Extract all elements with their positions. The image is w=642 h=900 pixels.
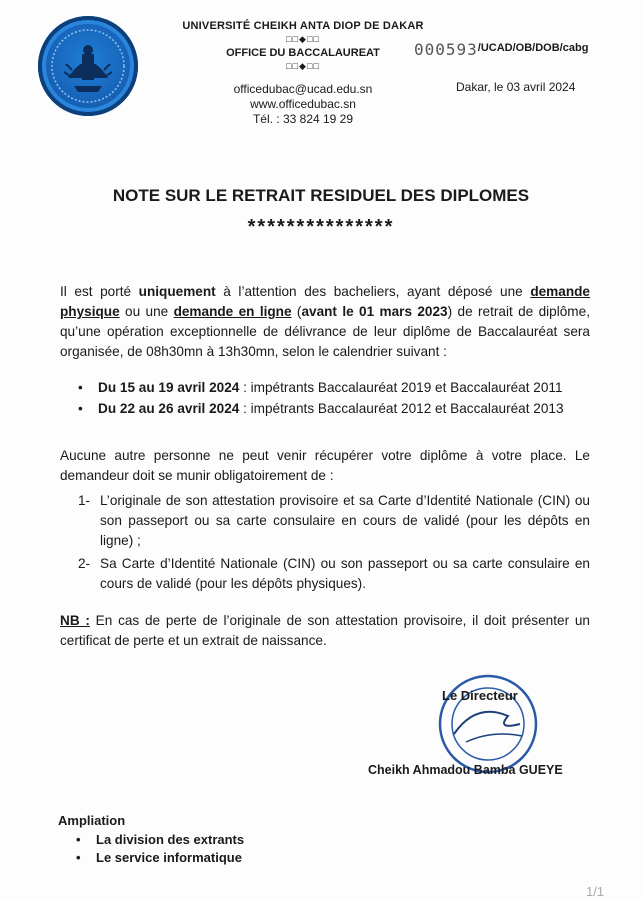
text-span: ou une (119, 304, 174, 319)
text-span: Il est porté (60, 284, 139, 299)
requirement-text: Sa Carte d’Identité Nationale (CIN) ou son passeport ou sa carte consulaire en cours de validé (pour les dépôts physiques). (100, 556, 590, 591)
schedule-text: : impétrants Baccalauréat 2012 et Baccalauréat 2013 (239, 401, 564, 416)
text-span: ) de retrait de diplôme, qu’une opération exceptionnelle de délivrance de leur diplôme de Baccalauréat sera organisée, de 08h30mn à 13h30mn, selon le calendrier suivant : (60, 304, 590, 359)
nb-paragraph (60, 611, 590, 651)
ampliation-item: • La division des extrants (74, 831, 244, 849)
schedule-dates: Du 15 au 19 avril 2024 (98, 380, 240, 395)
emphasis-demande-physique: demande physique (60, 284, 590, 319)
university-seal-logo (38, 16, 138, 116)
emphasis-uniquement: uniquement (138, 284, 216, 299)
requirement-item (78, 491, 590, 551)
nb-label: NB : (60, 613, 90, 628)
title-separator: *************** (247, 216, 395, 238)
ampliation-label: Ampliation (58, 813, 126, 828)
emphasis-demande-en-ligne: demande en ligne (173, 304, 292, 319)
emphasis-deadline: avant le 01 mars 2023 (301, 304, 448, 319)
text-span: ( (291, 304, 302, 319)
ampliation-item: • Le service informatique (74, 849, 244, 867)
ampliation-list (74, 831, 244, 867)
reference-number (414, 36, 589, 59)
requirement-text: L’originale de son attestation provisoire et sa Carte d’Identité Nationale (CIN) ou son passeport ou sa carte consulaire en cours de validé (pour les dépôts en ligne) ; (100, 493, 590, 548)
schedule-item (76, 377, 616, 398)
ref-suffix: /UCAD/OB/DOB/cabg (477, 42, 589, 54)
requirements-intro: Aucune autre personne ne peut venir récupérer votre diplôme à votre place. Le demandeur doit se munir obligatoirement de : (60, 448, 590, 483)
contact-email: officedubac@ucad.edu.sn (233, 82, 373, 96)
requirement-number: 2- (78, 556, 91, 571)
university-name: UNIVERSITÉ CHEIKH ANTA DIOP DE DAKAR (182, 20, 424, 32)
document-title: NOTE SUR LE RETRAIT RESIDUEL DES DIPLOMES (112, 186, 530, 205)
schedule-dates: Du 22 au 26 avril 2024 (98, 401, 240, 416)
requirement-number: 1- (78, 493, 91, 508)
nb-text: En cas de perte de l’originale de son attestation provisoire, il doit présenter un certificat de perte et un extrait de naissance. (60, 613, 590, 648)
contact-phone: Tél. : 33 824 19 29 (252, 112, 354, 126)
page-number: 1/1 (586, 884, 605, 899)
header-ornament: □□◆□□ (286, 61, 320, 71)
requirements-list (78, 491, 590, 597)
ref-stamp-number: 000593 (414, 40, 478, 59)
schedule-text: : impétrants Baccalauréat 2019 et Baccalauréat 2011 (239, 380, 563, 395)
contact-website: www.officedubac.sn (250, 97, 356, 111)
header-ornament: □□◆□□ (286, 34, 320, 44)
intro-paragraph (60, 282, 590, 362)
text-span: à l’attention des bacheliers, ayant déposé une (215, 284, 531, 299)
schedule-item (76, 398, 616, 419)
institution-header (178, 20, 428, 126)
document-date: Dakar, le 03 avril 2024 (456, 80, 576, 94)
office-name: OFFICE DU BACCALAUREAT (226, 47, 380, 59)
requirement-item (78, 554, 590, 594)
signer-title: Le Directeur (442, 688, 518, 703)
signer-name: Cheikh Ahmadou Bamba GUEYE (368, 763, 563, 777)
schedule-list (76, 377, 616, 419)
